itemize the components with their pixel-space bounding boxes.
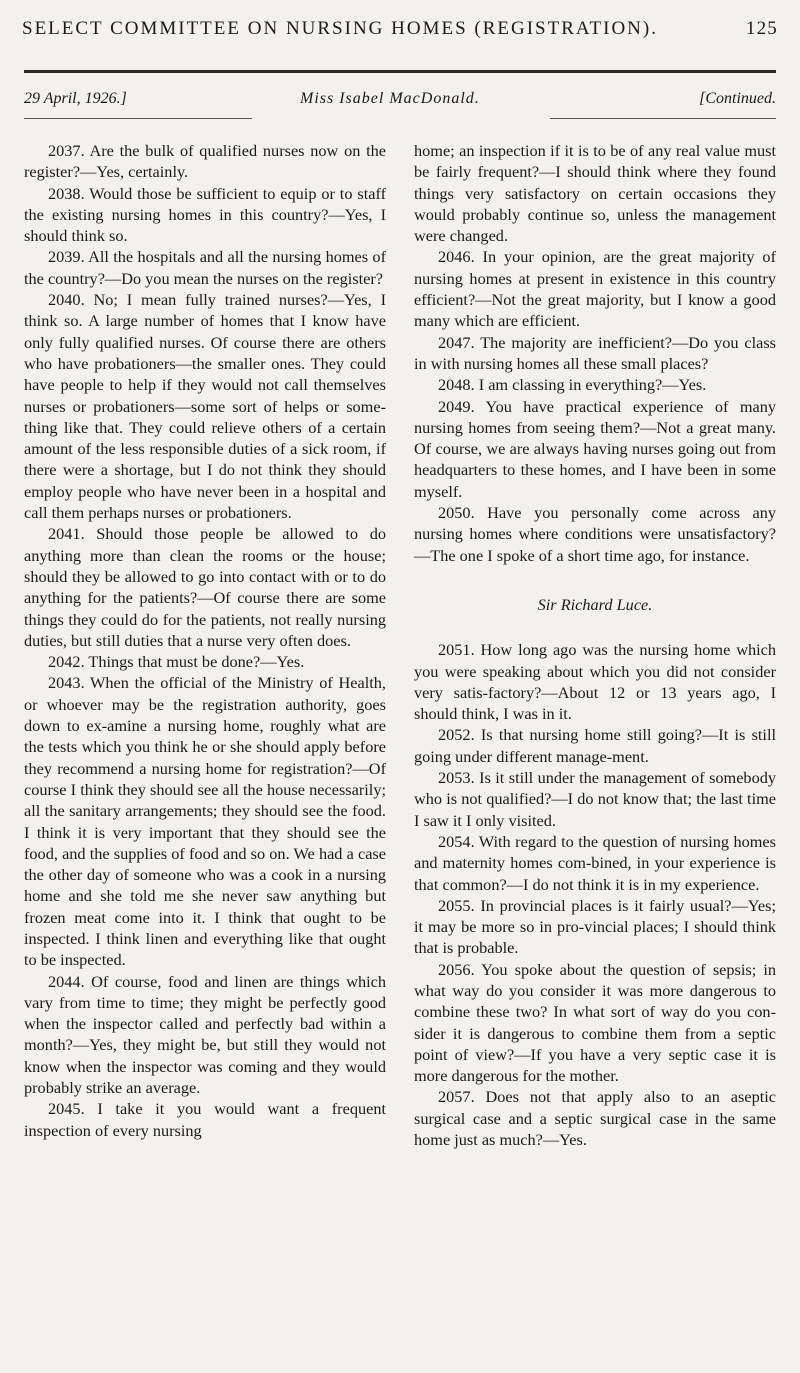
continued-label: [Continued. — [699, 90, 776, 107]
page-header — [22, 18, 778, 40]
paragraph: 2040. No; I mean fully trained nurses?—Yes, I think so. A large number of homes that I know have only fully qualified nurses. Of course there are others who have probationers—the smaller ones. They could have people to help if they would not call themselves nurses or probationers—some sort of helps or some-thing like that. They could relieve others of a certain amount of the less responsible duties of a sick room, if there were a shortage, but I do not think they should employ people who have never been in a hospital and call them perhaps nurses or probationers. — [24, 290, 386, 523]
paragraph: 2045. I take it you would want a frequent inspection of every nursing — [24, 1099, 386, 1140]
paragraph: 2053. Is it still under the management of somebody who is not qualified?—I do not know that; the last time I saw it I only visited. — [414, 768, 776, 830]
paragraph: 2044. Of course, food and linen are things which vary from time to time; they might be perfectly good when the inspector called and perfectly bad within a month?—Yes, they might be, but still they would not know when the inspector was coming and they would probably strike an average. — [24, 971, 386, 1098]
paragraph: 2050. Have you personally come across any nursing homes where conditions were unsatisfactory?—The one I spoke of a short time ago, for instance. — [414, 503, 776, 565]
paragraph: 2047. The majority are inefficient?—Do you class in with nursing homes all these small places? — [414, 332, 776, 373]
paragraph: 2057. Does not that apply also to an aseptic surgical case and a septic surgical case in the same home just as much?—Yes. — [414, 1087, 776, 1150]
paragraph: 2038. Would those be sufficient to equip or to staff the existing nursing homes in this country?—Yes, I should think so. — [24, 183, 386, 246]
right-rule — [550, 118, 776, 119]
paragraph: 2042. Things that must be done?—Yes. — [48, 652, 305, 672]
paragraph: 2055. In provincial places is it fairly usual?—Yes; it may be more so in pro-vincial places; I should think that is probable. — [414, 895, 776, 958]
left-rule — [24, 118, 252, 119]
paragraph: 2051. How long ago was the nursing home which you were speaking about which you did not consider very satis-factory?—About 12 or 13 years ago, I should think, I was in it. — [414, 640, 776, 724]
date-label: 29 April, 1926.] — [24, 90, 127, 107]
paragraph: 2056. You spoke about the question of sepsis; in what way do you consider it was more dangerous to combine these two? In what sort of way do you con-sider it is dangerous to combine them from a septic point of view?—If you have a very septic case it is more dangerous for the mother. — [414, 959, 776, 1086]
paragraph: 2039. All the hospitals and all the nursing homes of the country?—Do you mean the nurses on the register? — [24, 247, 386, 288]
speaker-heading: Sir Richard Luce. — [537, 594, 653, 614]
paragraph: 2037. Are the bulk of qualified nurses now on the register?—Yes, certainly. — [24, 141, 386, 182]
paragraph: 2043. When the official of the Ministry of Health, or whoever may be the registration authority, goes down to ex-amine a nursing home, roughly what are the tests which you think he or she should apply before they recommend a nursing home for registration?—Of course I think they should see all the house necessarily; all the sanitary arrangements; they should see the food. I think it is very important that they should see the food, and the supplies of food and so on. We had a case the other day of someone who was a cook in a nursing home and she told me she never saw anything but frozen meat come into it. I think that ought to be inspected. I think linen and everything like that ought to be inspected. — [24, 673, 386, 970]
paragraph: home; an inspection if it is to be of any real value must be fairly frequent?—I should think where they found things very satisfactory on certain occasions they would probably continue so, unless the management were changed. — [414, 141, 776, 246]
left-column — [24, 140, 386, 1141]
paragraph: 2049. You have practical experience of many nursing homes from seeing them?—Not a great many. Of course, we are always having nurses going out from headquarters to these homes, and I have been in some myself. — [414, 396, 776, 501]
paragraph: 2054. With regard to the question of nursing homes and maternity homes com-bined, in your experience is that common?—I do not think it is in my experience. — [414, 831, 776, 894]
paragraph: 2052. Is that nursing home still going?—It is still going under different manage-ment. — [414, 725, 776, 766]
header-rule — [24, 70, 776, 73]
right-column — [414, 140, 776, 1150]
paragraph: 2048. I am classing in everything?—Yes. — [438, 375, 707, 395]
paragraph: 2046. In your opinion, are the great majority of nursing homes at present in existence in this country efficient?—Not the great majority, but I know a good many which are efficient. — [414, 247, 776, 331]
page-number: 125 — [745, 18, 778, 39]
page-title: SELECT COMMITTEE ON NURSING HOMES (REGISTRATION). — [22, 18, 658, 39]
witness-name: Miss Isabel MacDonald. — [300, 90, 480, 107]
paragraph: 2041. Should those people be allowed to do anything more than clean the rooms or the house; should they be allowed to go into contact with or to do anything for the patients?—Of course there are some things they could do for the patients, not really nursing duties, but still duties that a nurse very often does. — [24, 524, 386, 650]
